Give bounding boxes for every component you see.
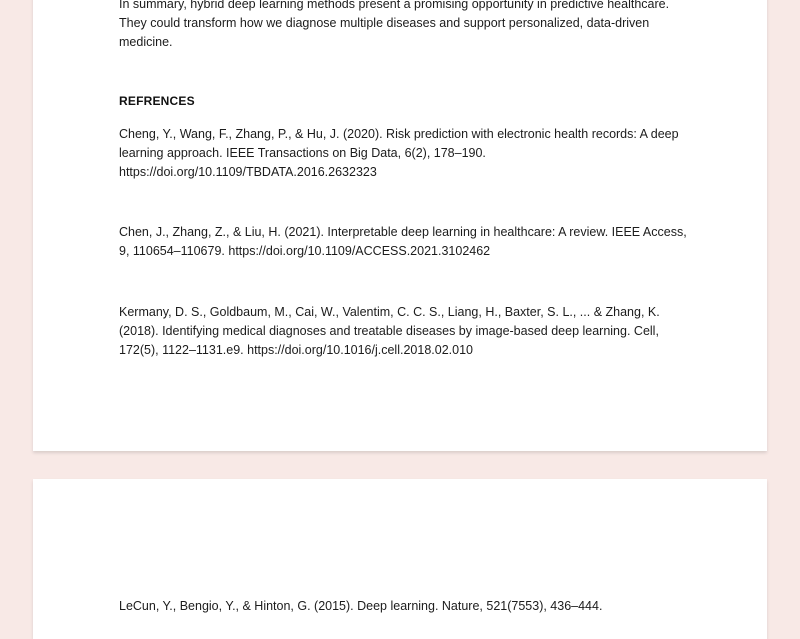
document-page-1 [33,0,767,451]
reference-item: Kermany, D. S., Goldbaum, M., Cai, W., Valentim, C. C. S., Liang, H., Baxter, S. L., ... & Zhang, K. (2018). Identifying medical diagnoses and treatable diseases by image-based deep learning. Cell, 172(5), 1122–1131.e9. https://doi.org/10.1016/j.cell.2018.02.010 [119,305,660,357]
reference-item: LeCun, Y., Bengio, Y., & Hinton, G. (2015). Deep learning. Nature, 521(7553), 436–444. [119,599,603,613]
reference-item: Chen, J., Zhang, Z., & Liu, H. (2021). Interpretable deep learning in healthcare: A review. IEEE Access, 9, 110654–110679. https://doi.org/10.1109/ACCESS.2021.3102462 [119,225,687,258]
reference-item: Cheng, Y., Wang, F., Zhang, P., & Hu, J. (2020). Risk prediction with electronic health records: A deep learning approach. IEEE Transactions on Big Data, 6(2), 178–190. https://doi.org/10.1109/TBDATA.2016.2632323 [119,127,679,179]
summary-paragraph: In summary, hybrid deep learning methods present a promising opportunity in predictive healthcare. They could transform how we diagnose multiple diseases and support personalized, data-driven medicine. [119,0,670,49]
document-page-2 [33,479,767,639]
references-heading: REFRENCES [119,94,195,108]
